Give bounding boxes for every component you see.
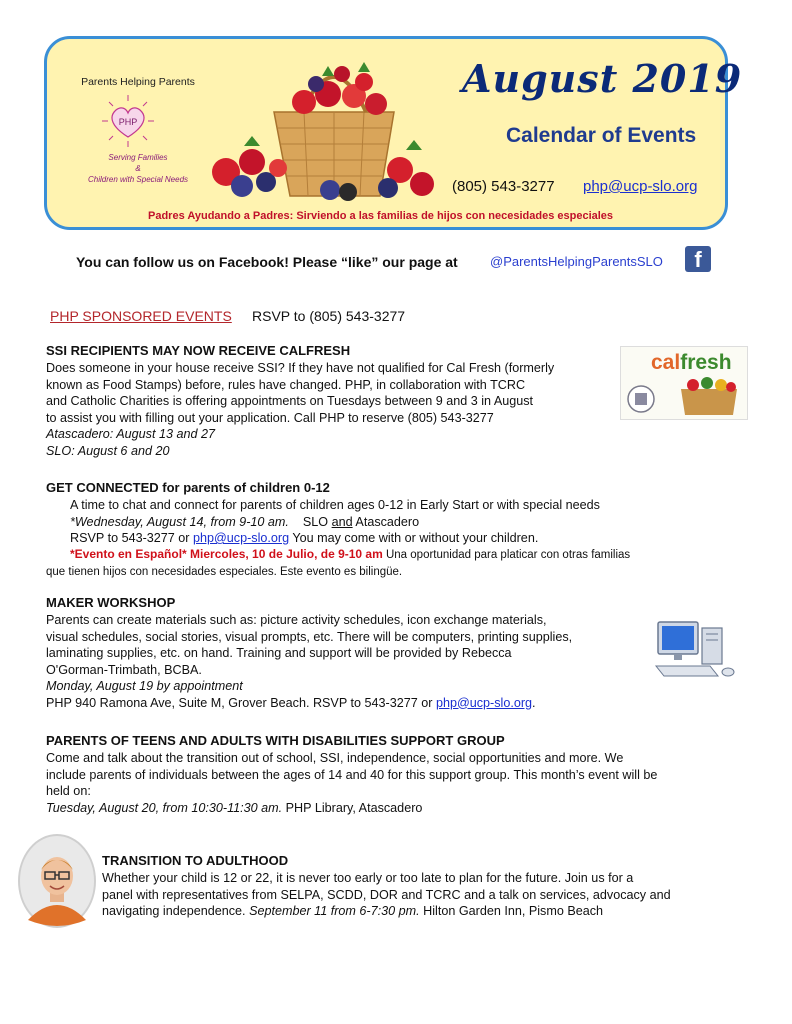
month-title: August 2019: [462, 56, 743, 101]
teens-line: Come and talk about the transition out of school, SSI, independence, social opportunities and more. We: [46, 751, 624, 765]
calfresh-logo-text-a: cal: [651, 351, 681, 374]
ssi-line: Does someone in your house receive SSI? If they have not qualified for Cal Fresh (formerly: [46, 361, 555, 375]
logo-text: PHP: [118, 117, 138, 127]
ssi-body: [46, 360, 636, 459]
ssi-line: known as Food Stamps) before, rules have changed. PHP, in collaboration with TCRC: [46, 377, 526, 392]
maker-title: MAKER WORKSHOP: [46, 595, 176, 610]
maker-address-line: [46, 695, 746, 712]
maker-address-end: .: [532, 695, 536, 710]
connected-spanish-line-2: que tienen hijos con necesidades especiales. Este evento es bilingüe.: [46, 566, 403, 578]
transition-line-3: [102, 903, 762, 920]
teens-date-line: [46, 800, 756, 817]
connected-date: *Wednesday, August 14,: [70, 514, 207, 529]
connected-spanish: [70, 546, 750, 563]
connected-rsvp-text: RSVP to 543-3277 or: [70, 531, 190, 545]
facebook-icon[interactable]: f: [685, 246, 711, 272]
ssi-title: SSI RECIPIENTS MAY NOW RECEIVE CALFRESH: [46, 343, 351, 358]
connected-body: [70, 497, 740, 547]
calfresh-logo-text-b: fresh: [680, 351, 732, 374]
sponsored-rsvp: RSVP to (805) 543-3277: [252, 308, 406, 324]
connected-date-line: [70, 514, 740, 531]
transition-date: September 11 from 6-7:30 pm.: [249, 904, 420, 918]
maker-address: PHP 940 Ramona Ave, Suite M, Grover Beach. RSVP to 543-3277 or: [46, 695, 433, 710]
maker-date: Monday, August 19 by appointment: [46, 679, 243, 693]
teens-line: include parents of individuals between the ages of 14 and 40 for this support group. This month’s event will be: [46, 767, 658, 782]
ssi-line: to assist you with filling out your application. Call PHP to reserve (805) 543-3277: [46, 410, 494, 425]
connected-rsvp-note: You may come with or without your children.: [292, 531, 539, 545]
transition-body: [102, 870, 762, 920]
org-name: Parents Helping Parents: [81, 76, 195, 88]
teens-date: Tuesday, August 20, from 10:30-11:30 am.: [46, 800, 283, 815]
person-portrait-icon: [16, 832, 98, 930]
calendar-title: Calendar of Events: [506, 124, 697, 147]
php-heart-logo-icon: [98, 93, 158, 149]
connected-spanish-title: *Evento en Español* Miercoles, 10 de Julio, de 9-10 am: [70, 547, 383, 561]
facebook-follow-text: You can follow us on Facebook! Please “like” our page at: [76, 254, 458, 270]
connected-rsvp-line: [70, 530, 740, 547]
connected-title: GET CONNECTED for parents of children 0-12: [46, 480, 330, 495]
computer-icon: [654, 618, 740, 680]
facebook-handle-link[interactable]: @ParentsHelpingParentsSLO: [490, 254, 663, 269]
transition-line: Whether your child is 12 or 22, it is never too early or too late to plan for the future. Join us for a: [102, 871, 634, 885]
teens-title: PARENTS OF TEENS AND ADULTS WITH DISABILITIES SUPPORT GROUP: [46, 733, 505, 748]
connected-time: from 9-10 am.: [210, 514, 289, 529]
maker-body: [46, 612, 646, 711]
maker-line: laminating supplies, etc. on hand. Training and support will be provided by Rebecca: [46, 646, 512, 660]
connected-location-1: SLO: [302, 514, 329, 529]
calfresh-logo: [620, 346, 748, 420]
connected-spanish-text: Una oportunidad para platicar con otras familias: [385, 549, 631, 561]
connected-location-2: Atascadero: [355, 514, 420, 529]
logo-tagline-line-3: Children with Special Needs: [87, 175, 189, 184]
spanish-tagline: Padres Ayudando a Padres: Sirviendo a las familias de hijos con necesidades especiales: [148, 210, 614, 222]
transition-line: panel with representatives from SELPA, SCDD, DOR and TCRC and a talk on services, advocacy and: [102, 887, 671, 902]
connected-email-link[interactable]: php@ucp-slo.org: [193, 531, 290, 545]
maker-line: Parents can create materials such as: picture activity schedules, icon exchange materials,: [46, 613, 547, 627]
contact-phone: (805) 543-3277: [452, 178, 555, 195]
teens-body: [46, 750, 756, 816]
logo-tagline-line-1: Serving Families: [108, 153, 168, 162]
maker-line: O'Gorman-Trimbath, BCBA.: [46, 662, 202, 677]
transition-location: Hilton Garden Inn, Pismo Beach: [423, 904, 604, 918]
ssi-date-atascadero: Atascadero: August 13 and 27: [46, 427, 215, 441]
sponsored-events-heading: PHP SPONSORED EVENTS: [50, 308, 232, 324]
transition-title: TRANSITION TO ADULTHOOD: [102, 853, 289, 868]
ssi-date-slo: SLO: August 6 and 20: [46, 443, 170, 458]
logo-tagline: [68, 152, 208, 185]
transition-line-3-text: navigating independence.: [102, 904, 246, 918]
contact-email-link[interactable]: php@ucp-slo.org: [583, 178, 698, 195]
maker-email-link[interactable]: php@ucp-slo.org: [435, 695, 533, 710]
produce-box-icon: [621, 347, 747, 419]
ssi-line: and Catholic Charities is offering appointments on Tuesdays between 9 and 3 in August: [46, 394, 534, 408]
maker-line: visual schedules, social stories, visual prompts, etc. There will be computers, printing supplies,: [46, 629, 573, 644]
fruit-basket-icon: [204, 50, 444, 202]
logo-tagline-line-2: &: [135, 164, 141, 173]
connected-location-and: and: [331, 514, 353, 529]
teens-location: PHP Library, Atascadero: [285, 800, 423, 815]
connected-description: A time to chat and connect for parents of children ages 0-12 in Early Start or with special needs: [70, 498, 600, 512]
teens-line: held on:: [46, 784, 91, 798]
